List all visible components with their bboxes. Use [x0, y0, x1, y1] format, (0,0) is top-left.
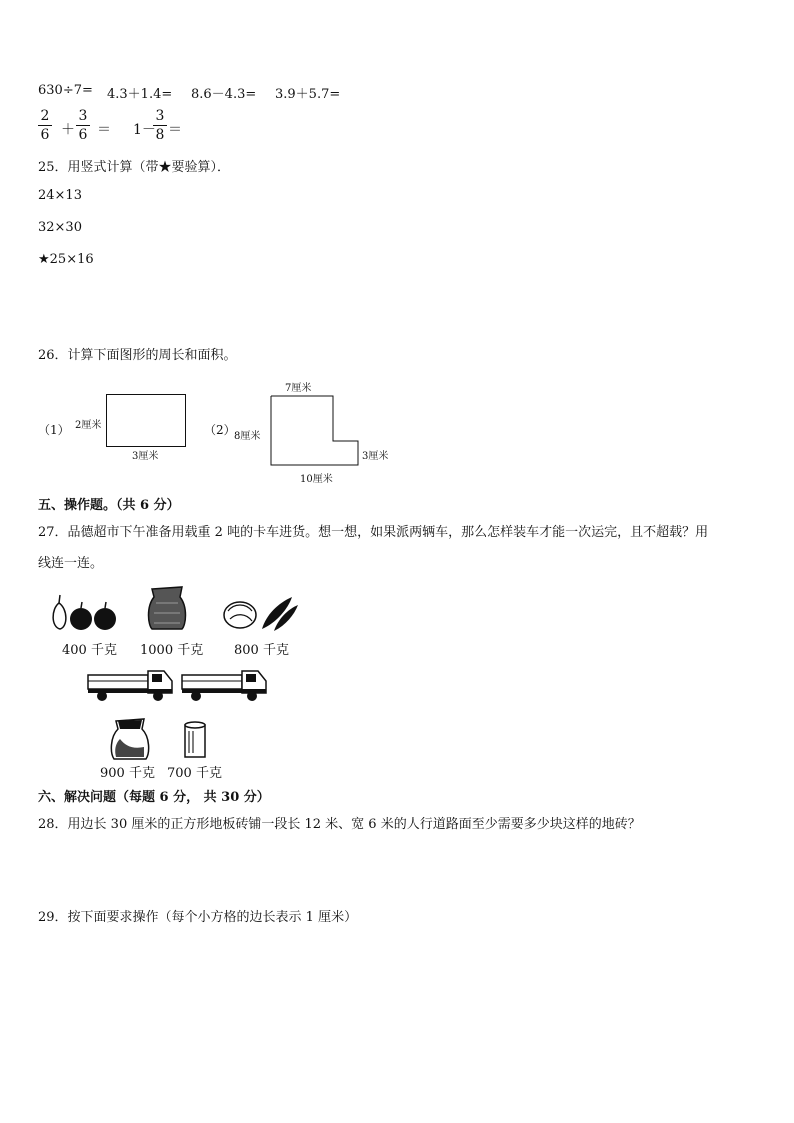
- fig2-bottom-label: 10厘米: [300, 474, 333, 485]
- q29-text: 29．按下面要求操作（每个小方格的边长表示 1 厘米）: [38, 910, 358, 925]
- fraction-a: [38, 108, 52, 143]
- section5-title: 五、操作题。（共 6 分）: [38, 498, 180, 513]
- bag-icon: [108, 717, 152, 761]
- fraction-c-numerator: 3: [155, 108, 165, 124]
- sack-icon: [146, 583, 188, 633]
- fraction-a-denominator: 6: [40, 127, 50, 143]
- weight-label-1000: 1000 千克: [140, 643, 204, 658]
- weight-label-400: 400 千克: [62, 643, 117, 658]
- calc-item-1: 630÷7=: [38, 83, 93, 98]
- can-icon: [182, 721, 208, 761]
- q28-text: 28．用边长 30 厘米的正方形地板砖铺一段长 12 米、宽 6 米的人行道路面至少需要多少块这样的地砖？: [38, 817, 641, 832]
- fraction-b-denominator: 6: [78, 127, 88, 143]
- equals-sign-2: ＝: [168, 122, 182, 138]
- q25-item-3: ★25×16: [38, 252, 94, 267]
- q27-illustration: [40, 585, 310, 785]
- fraction-c-denominator: 8: [155, 127, 165, 143]
- q26-title: 26．计算下面图形的周长和面积。: [38, 348, 237, 363]
- fig2-top-label: 7厘米: [285, 383, 312, 394]
- fig1-rectangle: [106, 394, 186, 447]
- fig1-height-label: 2厘米: [75, 420, 102, 431]
- fraction-a-numerator: 2: [40, 108, 50, 124]
- calc-item-4: 3.9＋5.7=: [275, 87, 341, 102]
- q25-title: 25．用竖式计算（带★要验算）．: [38, 160, 231, 175]
- q25-item-1: 24×13: [38, 188, 82, 203]
- fig2-label: （2）: [204, 423, 236, 437]
- section6-title: 六、解决问题（每题 6 分， 共 30 分）: [38, 790, 270, 805]
- q26-figures: [38, 375, 398, 487]
- vegetable-icon: [222, 593, 300, 633]
- plus-sign: ＋: [61, 122, 75, 138]
- weight-label-700: 700 千克: [167, 766, 222, 781]
- weight-label-900: 900 千克: [100, 766, 155, 781]
- fraction-b: [76, 108, 90, 143]
- fig2-right-label: 3厘米: [362, 451, 389, 462]
- fraction-b-numerator: 3: [78, 108, 88, 124]
- weight-label-800: 800 千克: [234, 643, 289, 658]
- truck-icon-1: [86, 667, 176, 703]
- fig1-width-label: 3厘米: [132, 451, 159, 462]
- q27-line2: 线连一连。: [38, 556, 104, 571]
- calc-item-2: 4.3＋1.4=: [107, 87, 173, 102]
- fraction-c: [153, 108, 167, 143]
- fig1-label: （1）: [38, 423, 70, 437]
- q27-line1: 27．品德超市下午准备用载重 2 吨的卡车进货。想一想，如果派两辆车，那么怎样装车才能一次运完，且不超载？用: [38, 525, 709, 540]
- fig2-l-shape: [268, 393, 363, 469]
- q25-item-2: 32×30: [38, 220, 82, 235]
- fruit-icon: [48, 591, 120, 633]
- calc-item-3: 8.6－4.3=: [191, 87, 257, 102]
- one-minus: 1－: [133, 122, 156, 138]
- truck-icon-2: [180, 667, 270, 703]
- fig2-left-label: 8厘米: [234, 431, 261, 442]
- equals-sign-1: ＝: [97, 122, 111, 138]
